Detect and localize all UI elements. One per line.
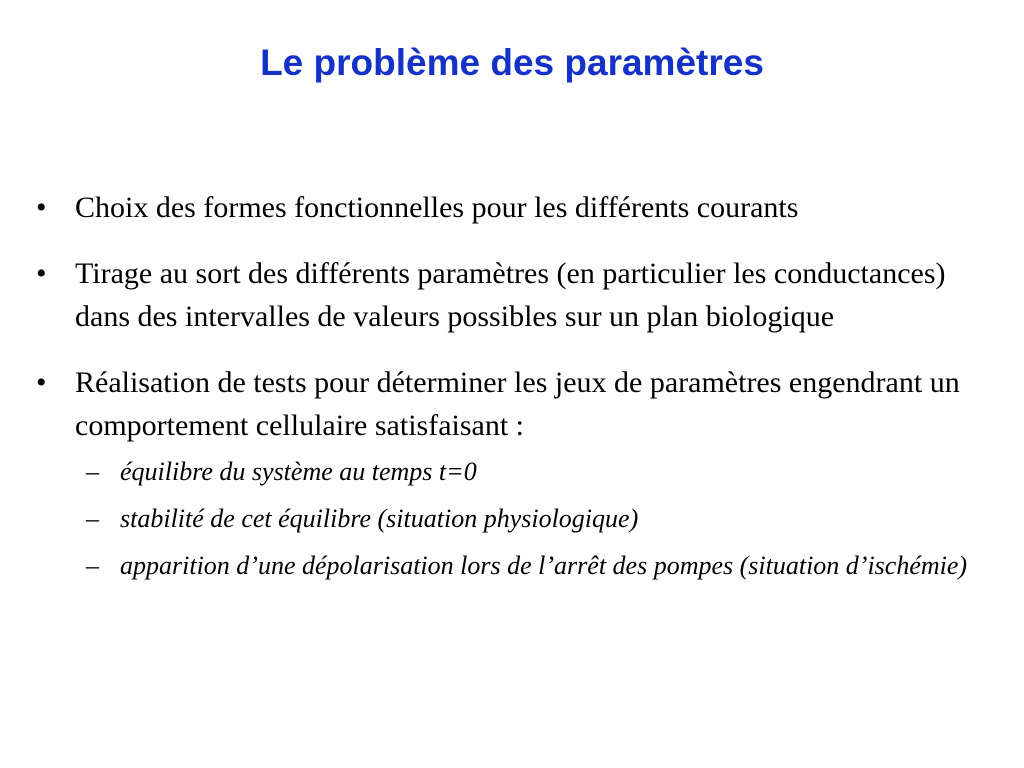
sub-bullet-marker: – xyxy=(86,550,99,580)
bullet-item xyxy=(36,186,976,230)
bullet-marker: • xyxy=(36,256,47,290)
sub-bullet-item xyxy=(75,454,976,490)
bullet-marker: • xyxy=(36,191,47,224)
sub-bullet-marker: – xyxy=(86,456,99,486)
bullet-text: Tirage au sort des différents paramètres (en particulier les conductances) dans des intervalles de valeurs possibles sur un plan biologique xyxy=(75,256,946,333)
bullet-list xyxy=(36,186,976,606)
bullet-text: Réalisation de tests pour déterminer les jeux de paramètres engendrant un comportement cellulaire satisfaisant : xyxy=(75,365,960,442)
bullet-item xyxy=(36,361,976,584)
sub-bullet-text: équilibre du système au temps t=0 xyxy=(120,456,477,486)
sub-bullet-list xyxy=(75,454,976,584)
sub-bullet-item xyxy=(75,501,976,537)
bullet-item xyxy=(36,252,976,339)
bullet-marker: • xyxy=(36,365,47,399)
bullet-text: Choix des formes fonctionnelles pour les différents courants xyxy=(75,191,799,224)
slide-title: Le problème des paramètres xyxy=(260,42,764,83)
sub-bullet-item xyxy=(75,548,976,584)
sub-bullet-text: apparition d’une dépolarisation lors de l’arrêt des pompes (situation d’ischémie) xyxy=(120,550,968,580)
sub-bullet-marker: – xyxy=(86,503,99,533)
sub-bullet-text: stabilité de cet équilibre (situation physiologique) xyxy=(120,503,639,533)
